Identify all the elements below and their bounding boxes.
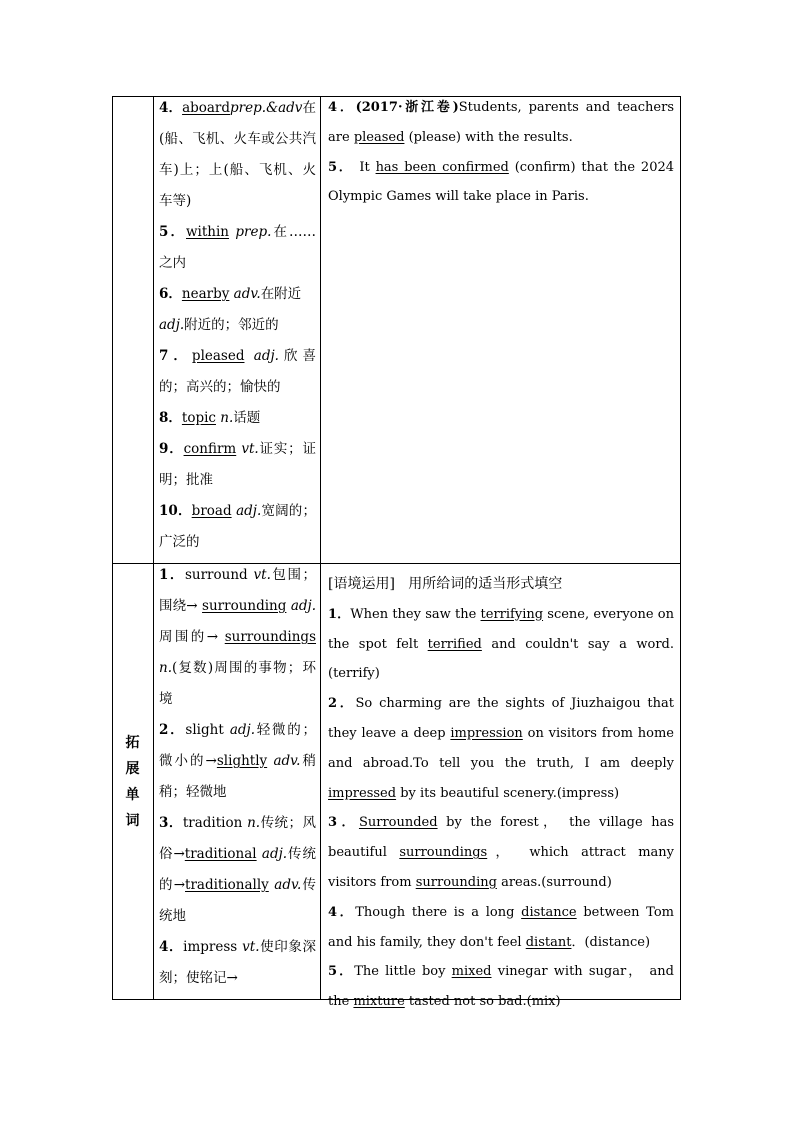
sentence-4: 4．(2017·浙江卷)Students, parents and teachers are pleased (please) with the results. bbox=[328, 100, 674, 145]
exercise-tag: [语境运用] bbox=[328, 576, 395, 592]
exercise-instruction: 用所给词的适当形式填空 bbox=[408, 576, 563, 592]
vocab-item-8: 8．topic n.话题 bbox=[159, 410, 261, 426]
expand-item-3: 3．tradition n.传统；风俗→traditional adj.传统的→traditionally adv.传统地 bbox=[159, 815, 317, 924]
table-border-right bbox=[680, 96, 681, 1000]
exercise-heading bbox=[322, 570, 678, 600]
vocab-item-6: 6．nearby adv.在附近 adj.附近的；邻近的 bbox=[159, 286, 302, 333]
vocab-list-bottom bbox=[153, 560, 320, 998]
exercise-sentence-3: 3．Surrounded by the forest， the village has beautiful surroundings， which attract many visitors from surrounding areas.(surround) bbox=[328, 815, 675, 890]
expand-item-4: 4．impress vt.使印象深刻；使铭记→ bbox=[159, 939, 316, 986]
context-exercise bbox=[322, 570, 678, 1010]
expand-item-2: 2．slight adj.轻微的；微小的→slightly adv.稍稍；轻微地 bbox=[159, 722, 317, 800]
exercise-sentence-1: 1．When they saw the terrifying scene, everyone on the spot felt terrified and couldn't say a word.(terrify) bbox=[328, 606, 675, 682]
vocab-item-10: 10．broad adj.宽阔的；广泛的 bbox=[159, 503, 316, 550]
sentence-5: 5． It has been confirmed (confirm) that the 2024 Olympic Games will take place in Paris. bbox=[328, 159, 675, 205]
expand-item-1: 1．surround vt.包围；围绕→ surrounding adj. 周围的→ surroundings n.(复数)周围的事物；环境 bbox=[159, 567, 317, 707]
exercise-sentence-5: 5．The little boy mixed vinegar with sugar， and the mixture tasted not so bad.(mix) bbox=[328, 964, 674, 1010]
exercise-sentence-2: 2．So charming are the sights of Jiuzhaigou that they leave a deep impression on visitors from home and abroad.To tell you the truth, I am deeply impressed by its beautiful scenery.(impress) bbox=[328, 696, 674, 801]
example-sentences-top bbox=[322, 93, 678, 561]
vocab-item-9: 9．confirm vt.证实；证明；批准 bbox=[159, 441, 316, 488]
table-divider-2 bbox=[320, 96, 321, 1000]
vocab-item-4: 4．aboardprep.&adv在(船、飞机、火车或公共汽车)上；上(船、飞机、火车等) bbox=[159, 100, 316, 209]
exercise-sentence-4: 4．Though there is a long distance between Tom and his family, they don't feel distant．(distance) bbox=[328, 904, 674, 950]
vocab-item-5: 5．within prep.在……之内 bbox=[159, 224, 316, 271]
vocab-item-7: 7．pleased adj.欣喜的；高兴的；愉快的 bbox=[159, 348, 316, 395]
vocab-list-top bbox=[153, 93, 320, 561]
section-label-expand-vocab: 拓 展 单 词 bbox=[125, 734, 140, 829]
